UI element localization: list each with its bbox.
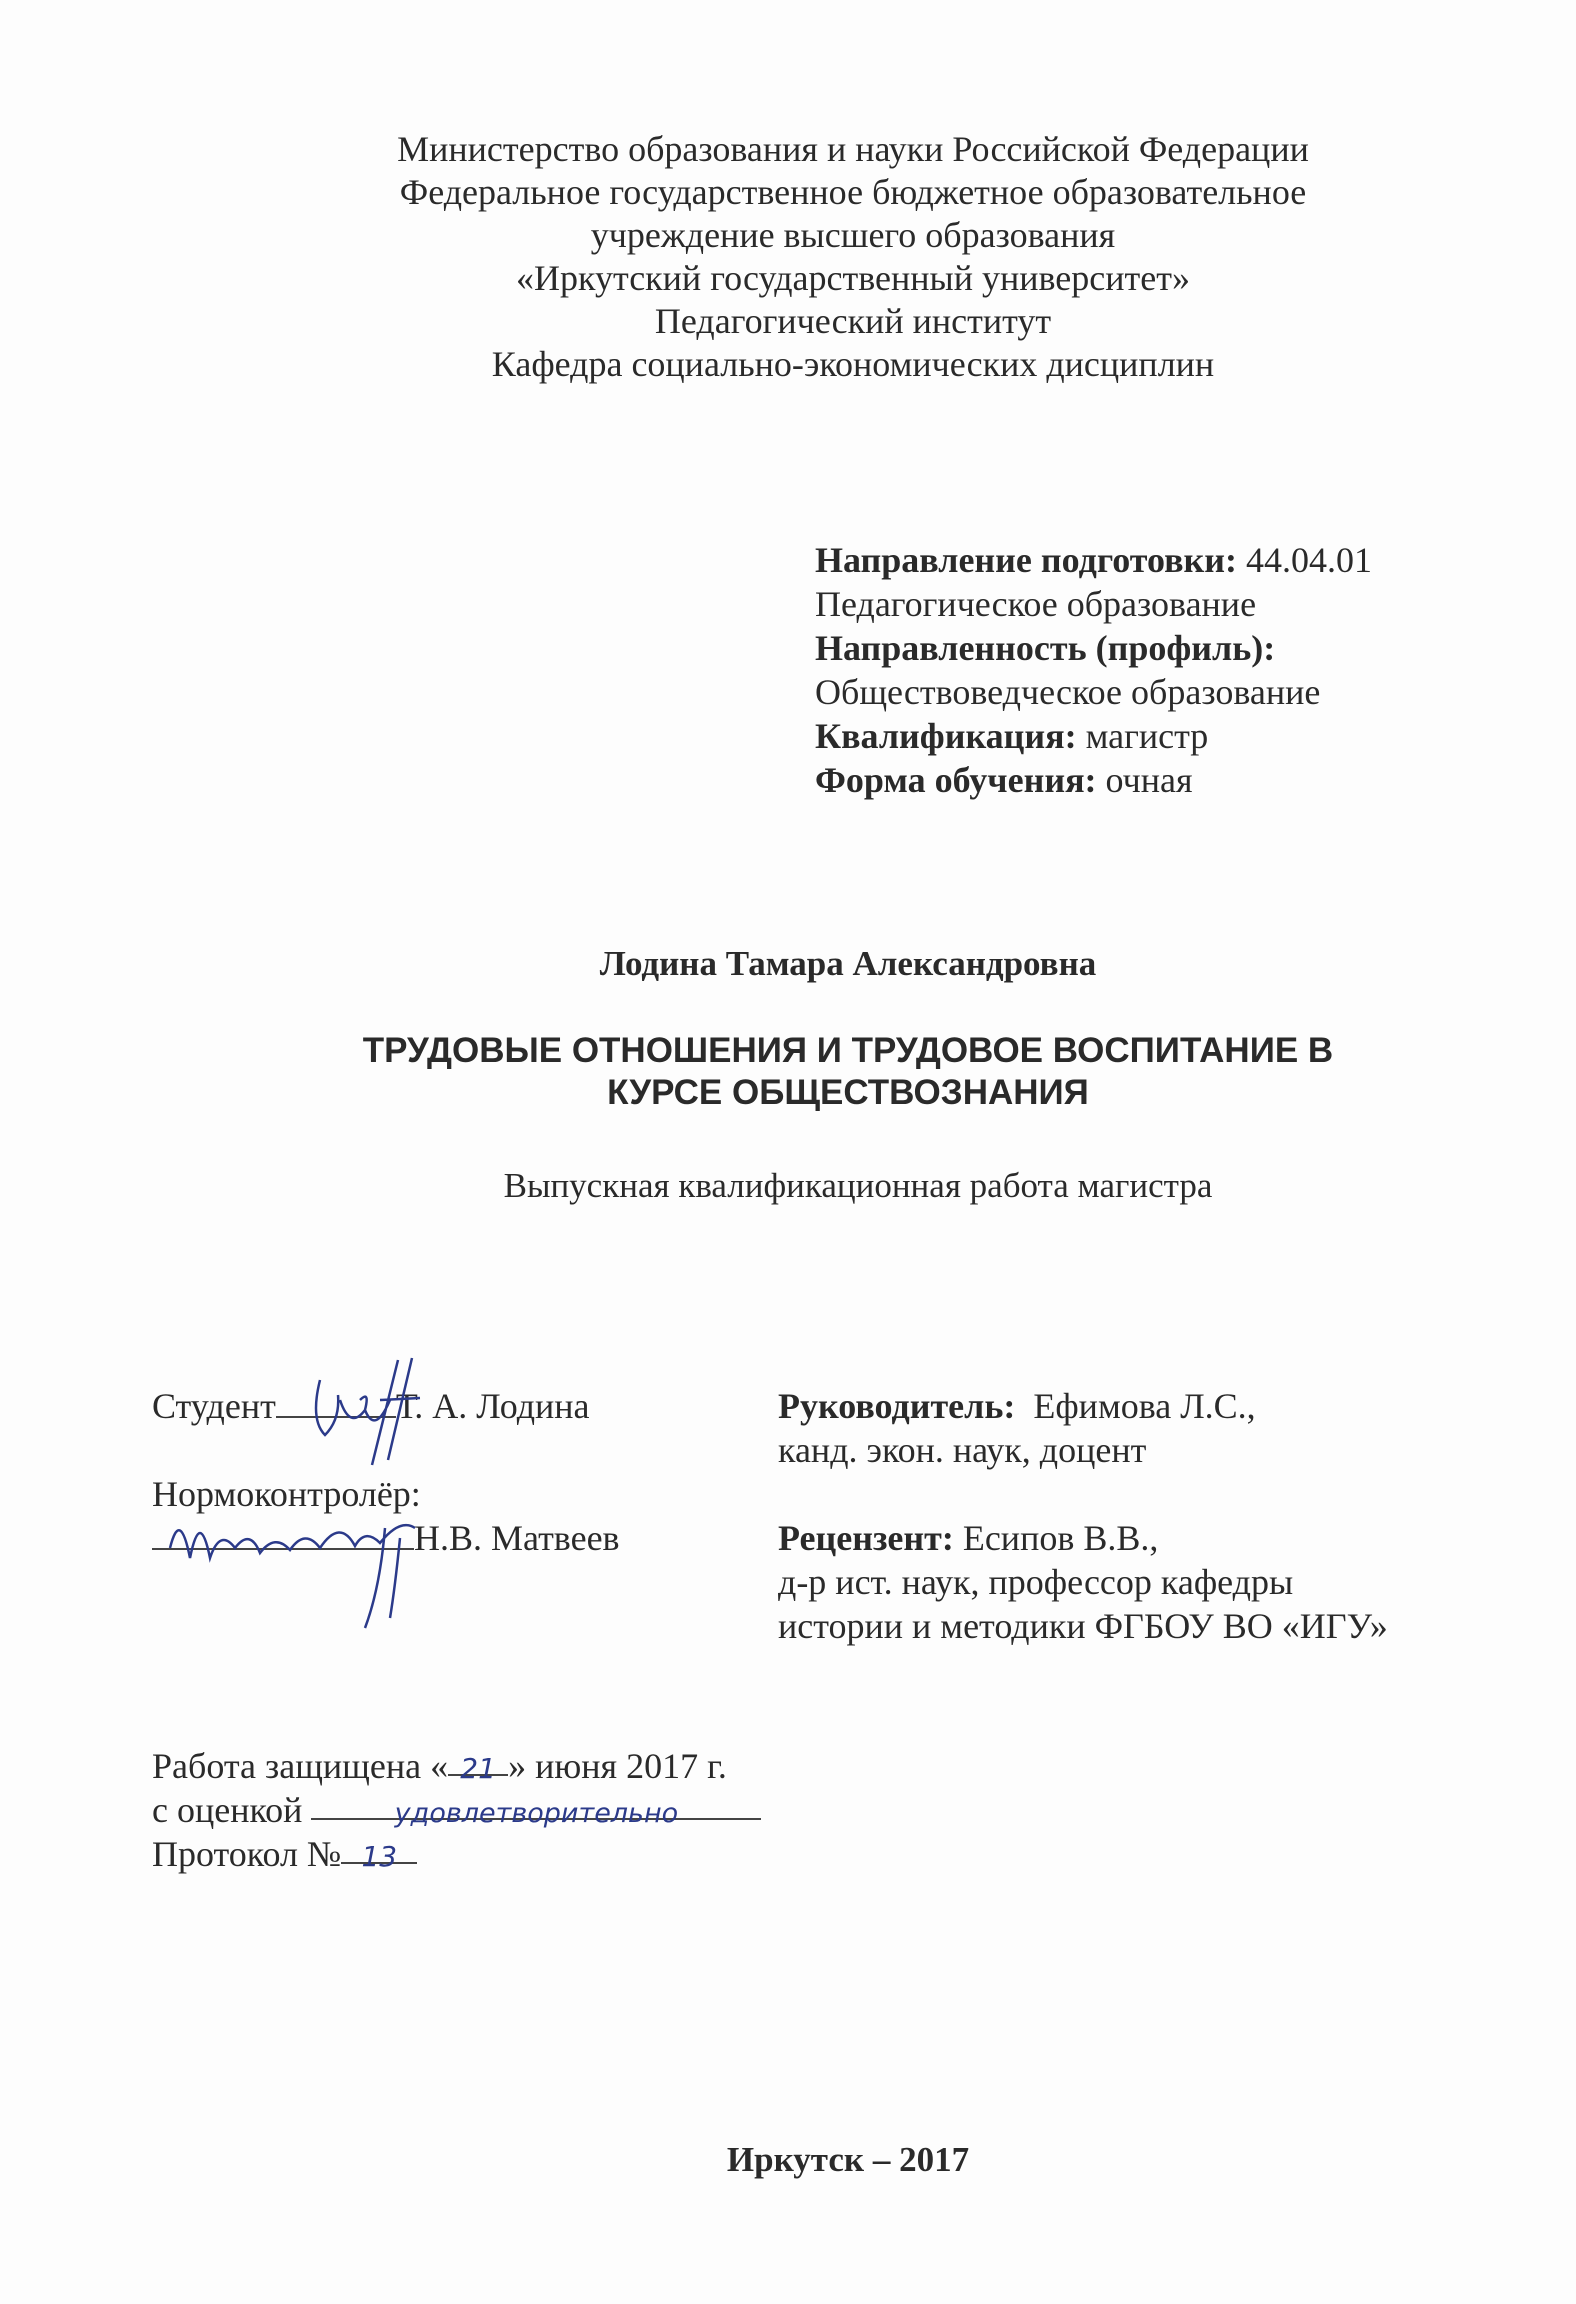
protocol-number: 13: [361, 1840, 398, 1873]
student-signature-drawing: [280, 1340, 440, 1470]
defense-day: 21: [460, 1752, 496, 1785]
institution-header: [0, 128, 1576, 386]
defense-date-row: [152, 1744, 761, 1788]
qualification-value: магистр: [1085, 716, 1209, 756]
reviewer-org: истории и методики ФГБОУ ВО «ИГУ»: [778, 1606, 1388, 1646]
grade-field: [311, 1788, 761, 1829]
thesis-title: [0, 1030, 1576, 1114]
defense-prefix: Работа защищена «: [152, 1746, 449, 1786]
work-type: Выпускная квалификационная работа магистра: [503, 1166, 1213, 1205]
profile-value: Обществоведческое образование: [815, 672, 1321, 712]
grade-value: удовлетворительно: [394, 1798, 679, 1829]
student-label: Студент: [152, 1386, 276, 1426]
supervisor-label: Руководитель:: [778, 1386, 1016, 1426]
ministry-line: Министерство образования и науки Российской Федерации: [397, 129, 1309, 169]
protocol-field: [341, 1832, 417, 1873]
profile-label: Направленность (профиль):: [815, 628, 1276, 668]
defense-suffix: » июня 2017 г.: [508, 1746, 727, 1786]
qualification-row: [815, 714, 1372, 758]
supervisor-name: Ефимова Л.С.,: [1033, 1386, 1256, 1426]
reviewer-label: Рецензент:: [778, 1518, 954, 1558]
reviewer-degree: д-р ист. наук, профессор кафедры: [778, 1562, 1294, 1602]
defense-day-field: [448, 1744, 508, 1785]
thesis-title-line-2: КУРСЕ ОБЩЕСТВОЗНАНИЯ: [607, 1073, 1089, 1112]
institute-line: Педагогический институт: [654, 301, 1052, 341]
author-name: Лодина Тамара Александровна: [599, 944, 1097, 983]
supervisor-reviewer-block: [778, 1384, 1388, 1648]
normcontrol-label: Нормоконтролёр:: [152, 1474, 421, 1514]
institution-line-1: Федеральное государственное бюджетное образовательное: [399, 172, 1307, 212]
direction-row: [815, 538, 1372, 582]
normcontrol-name: Н.В. Матвеев: [414, 1518, 620, 1558]
direction-label: Направление подготовки:: [815, 540, 1238, 580]
thesis-title-line-1: ТРУДОВЫЕ ОТНОШЕНИЯ И ТРУДОВОЕ ВОСПИТАНИЕ В: [362, 1031, 1334, 1070]
student-name: Т. А. Лодина: [395, 1386, 590, 1426]
program-specs: [815, 538, 1372, 802]
institution-line-2: учреждение высшего образования: [590, 215, 1116, 255]
reviewer-row: [778, 1516, 1388, 1560]
form-label: Форма обучения:: [815, 760, 1097, 800]
reviewer-name: Есипов В.В.,: [962, 1518, 1159, 1558]
grade-row: [152, 1788, 761, 1832]
supervisor-degree: канд. экон. наук, доцент: [778, 1430, 1147, 1470]
department-line: Кафедра социально-экономических дисциплин: [491, 344, 1215, 384]
qualification-label: Квалификация:: [815, 716, 1077, 756]
protocol-label: Протокол №: [152, 1834, 342, 1874]
form-value: очная: [1105, 760, 1193, 800]
normcontrol-signature-drawing: [150, 1488, 450, 1648]
form-row: [815, 758, 1372, 802]
university-line: «Иркутский государственный университет»: [516, 258, 1190, 298]
city-year: Иркутск – 2017: [726, 2140, 970, 2179]
protocol-row: [152, 1832, 761, 1876]
defense-block: [152, 1744, 761, 1876]
direction-code: 44.04.01: [1246, 540, 1373, 580]
grade-label: с оценкой: [152, 1790, 303, 1830]
supervisor-row: [778, 1384, 1388, 1428]
direction-name: Педагогическое образование: [815, 584, 1257, 624]
